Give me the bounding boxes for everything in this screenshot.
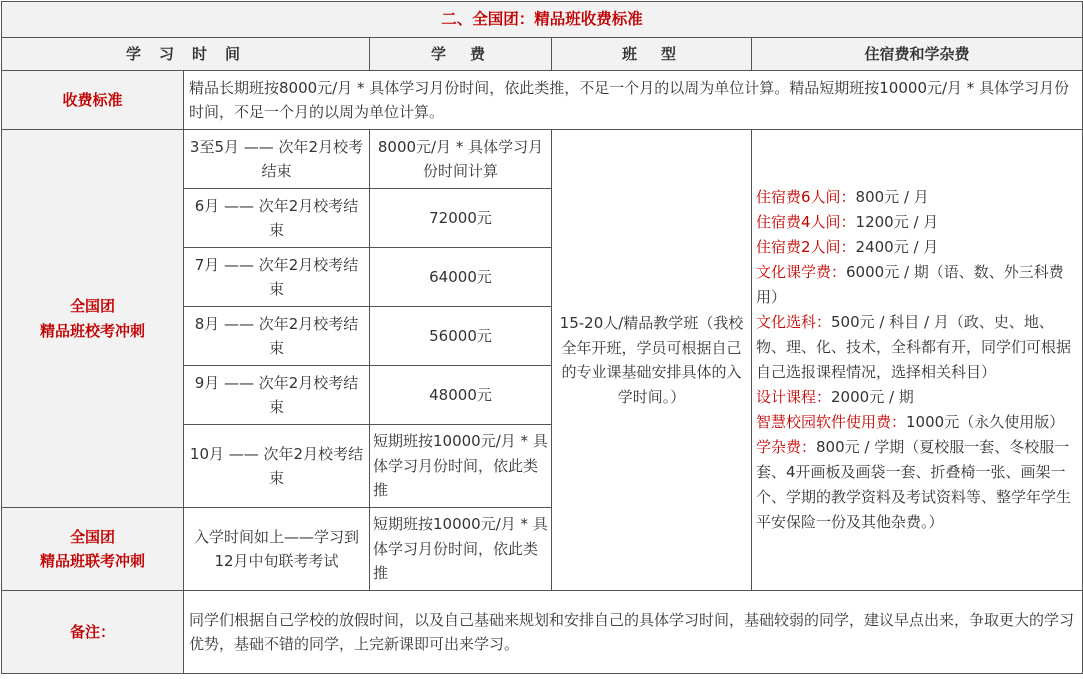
lodging-item: 文化课学费：6000元 / 期（语、数、外三科费用） [756, 263, 1064, 306]
title-row [2, 2, 1083, 38]
table-row [2, 130, 1083, 189]
class-type-cell: 15-20人/精品教学班（我校全年开班，学员可根据自己的专业课基础安排具体的入学时间。） [552, 130, 752, 591]
fee-cell: 64000元 [370, 248, 552, 307]
header-time: 学习时间 [2, 38, 370, 71]
lodging-item: 智慧校园软件使用费：1000元（永久使用版） [756, 413, 1065, 431]
time-cell: 入学时间如上——学习到12月中旬联考考试 [184, 508, 370, 591]
note-label: 备注： [2, 591, 184, 674]
fee-cell: 48000元 [370, 366, 552, 425]
fee-cell: 56000元 [370, 307, 552, 366]
lodging-item: 住宿费2人间：2400元 / 月 [756, 238, 939, 256]
header-lodging: 住宿费和学杂费 [752, 38, 1083, 71]
group1-label-line1: 全国团 [69, 297, 115, 315]
group2-label-line2: 精品班联考冲刺 [39, 552, 145, 570]
fee-table [1, 1, 1083, 674]
note-text: 同学们根据自己学校的放假时间，以及自己基础来规划和安排自己的具体学习时间，基础较弱的同学，建议早点出来，争取更大的学习优势，基础不错的同学，上完新课即可出来学习。 [184, 591, 1083, 674]
time-cell: 9月 —— 次年2月校考结束 [184, 366, 370, 425]
header-fee: 学费 [370, 38, 552, 71]
lodging-item: 设计课程：2000元 / 期 [756, 388, 914, 406]
fee-cell: 短期班按10000元/月 * 具体学习月份时间，依此类推 [370, 508, 552, 591]
header-class-type: 班型 [552, 38, 752, 71]
time-cell: 6月 —— 次年2月校考结束 [184, 189, 370, 248]
group1-label-line2: 精品班校考冲刺 [39, 321, 145, 340]
time-cell: 3至5月 —— 次年2月校考结束 [184, 130, 370, 189]
standard-label: 收费标准 [2, 71, 184, 130]
time-cell: 8月 —— 次年2月校考结束 [184, 307, 370, 366]
standard-row [2, 71, 1083, 130]
table-title: 二、全国团：精品班收费标准 [2, 2, 1083, 38]
fee-cell: 短期班按10000元/月 * 具体学习月份时间，依此类推 [370, 425, 552, 508]
lodging-item: 学杂费：800元 / 学期（夏校服一套、冬校服一套、4开画板及画袋一套、折叠椅一张、画架一个、学期的教学资料及考试资料等、整学年学生平安保险一份及其他杂费。） [756, 438, 1072, 531]
fee-cell: 72000元 [370, 189, 552, 248]
fee-cell: 8000元/月 * 具体学习月份时间计算 [370, 130, 552, 189]
header-row [2, 38, 1083, 71]
group1-label [2, 130, 184, 508]
lodging-item: 文化选科：500元 / 科目 / 月（政、史、地、物、理、化、技术，全科都有开，同学们可根据自己选报课程情况，选择相关科目） [756, 313, 1072, 381]
time-cell: 7月 —— 次年2月校考结束 [184, 248, 370, 307]
lodging-item: 住宿费6人间：800元 / 月 [756, 188, 929, 206]
lodging-cell [752, 130, 1083, 591]
group2-label-line1: 全国团 [69, 527, 115, 546]
time-cell: 10月 —— 次年2月校考结束 [184, 425, 370, 508]
lodging-item: 住宿费4人间：1200元 / 月 [756, 213, 939, 231]
group2-label [2, 508, 184, 591]
note-row [2, 591, 1083, 674]
standard-text: 精品长期班按8000元/月 * 具体学习月份时间，依此类推，不足一个月的以周为单位计算。精品短期班按10000元/月 * 具体学习月份时间，不足一个月的以周为单位计算。 [184, 71, 1083, 130]
